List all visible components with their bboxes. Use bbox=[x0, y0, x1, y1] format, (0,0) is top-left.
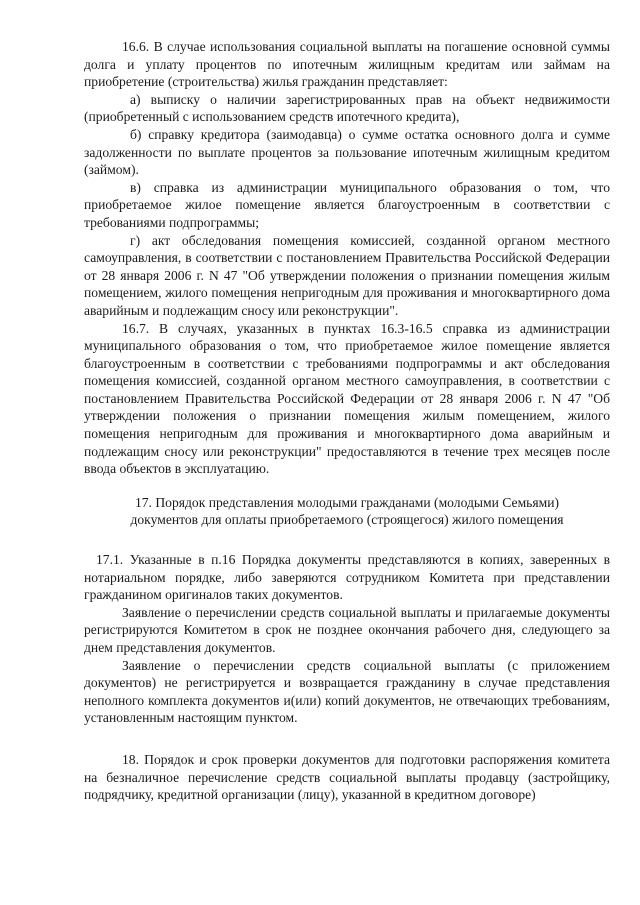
item-v: в) справка из администрации муниципального образования о том, что приобретаемое жилое помещение является благоустроенным в соответствии с требованиями подпрограммы; bbox=[84, 179, 610, 230]
section-17-heading-line1: 17. Порядок представления молодыми гражданами (молодыми Семьями) bbox=[134, 494, 560, 510]
spacer bbox=[84, 478, 610, 494]
paragraph-17-1: 17.1. Указанные в п.16 Порядка документы представляются в копиях, заверенных в нотариальном порядке, либо заверяются сотрудником Комитета при представлении гражданином оригиналов таких документов. bbox=[84, 552, 610, 603]
paragraph-non-registration: Заявление о перечислении средств социальной выплаты (с приложением документов) не регистрируется и возвращается гражданину в случае представления неполного комплекта документов и(или) копий документов, не отвечающих требованиям, установленным настоящим пунктом. bbox=[84, 657, 610, 726]
spacer bbox=[84, 727, 610, 751]
document-page bbox=[84, 38, 610, 804]
item-b: б) справку кредитора (заимодавца) о сумме остатка основного долга и сумме задолженности по выплате процентов за пользование ипотечным жилищным кредитом (займом). bbox=[84, 126, 610, 178]
item-g: г) акт обследования помещения комиссией, созданной органом местного самоуправления, в соответствии с постановлением Правительства Российской Федерации от 28 января 2006 г. N 47 "Об утверждении положения о признании помещения жилым помещением, жилого помещения непригодным для проживания и многоквартирного дома аварийным и подлежащим сносу или реконструкции". bbox=[84, 232, 610, 318]
paragraph-registration: Заявление о перечислении средств социальной выплаты и прилагаемые документы регистрируются Комитетом в срок не позднее окончания рабочего дня, следующего за днем представления документов. bbox=[84, 604, 610, 655]
paragraph-16-6: 16.6. В случае использования социальной выплаты на погашение основной суммы долга и уплату процентов по ипотечным жилищным кредитам или займам на приобретение (строительства) жилья гражданин представляет: bbox=[84, 39, 610, 90]
section-17-heading bbox=[84, 494, 610, 529]
section-17-heading-line2: документов для оплаты приобретаемого (строящегося) жилого помещения bbox=[130, 512, 564, 528]
section-18-heading: 18. Порядок и срок проверки документов для подготовки распоряжения комитета на безналичное перечисление средств социальной выплаты продавцу (застройщику, подрядчику, кредитной организации (лицу), указанной в кредитном договоре) bbox=[84, 751, 610, 803]
item-a: а) выписку о наличии зарегистрированных прав на объект недвижимости (приобретенный с использованием средств ипотечного кредита), bbox=[84, 91, 610, 125]
paragraph-16-7: 16.7. В случаях, указанных в пунктах 16.3-16.5 справка из администрации муниципального образования о том, что приобретаемое жилое помещение является благоустроенным в соответствии с требованиями подпрограммы и акт обследования помещения комиссией, созданной органом местного самоуправления, в соответствии с постановлением Правительства Российской Федерации от 28 января 2006 г. N 47 "Об утверждении положения о признании помещения жилым помещением, жилого помещения непригодным для проживания и многоквартирного дома аварийным и подлежащим сносу или реконструкции" предоставляются в течение трех месяцев после ввода объектов в эксплуатацию. bbox=[84, 320, 610, 477]
spacer bbox=[84, 529, 610, 551]
